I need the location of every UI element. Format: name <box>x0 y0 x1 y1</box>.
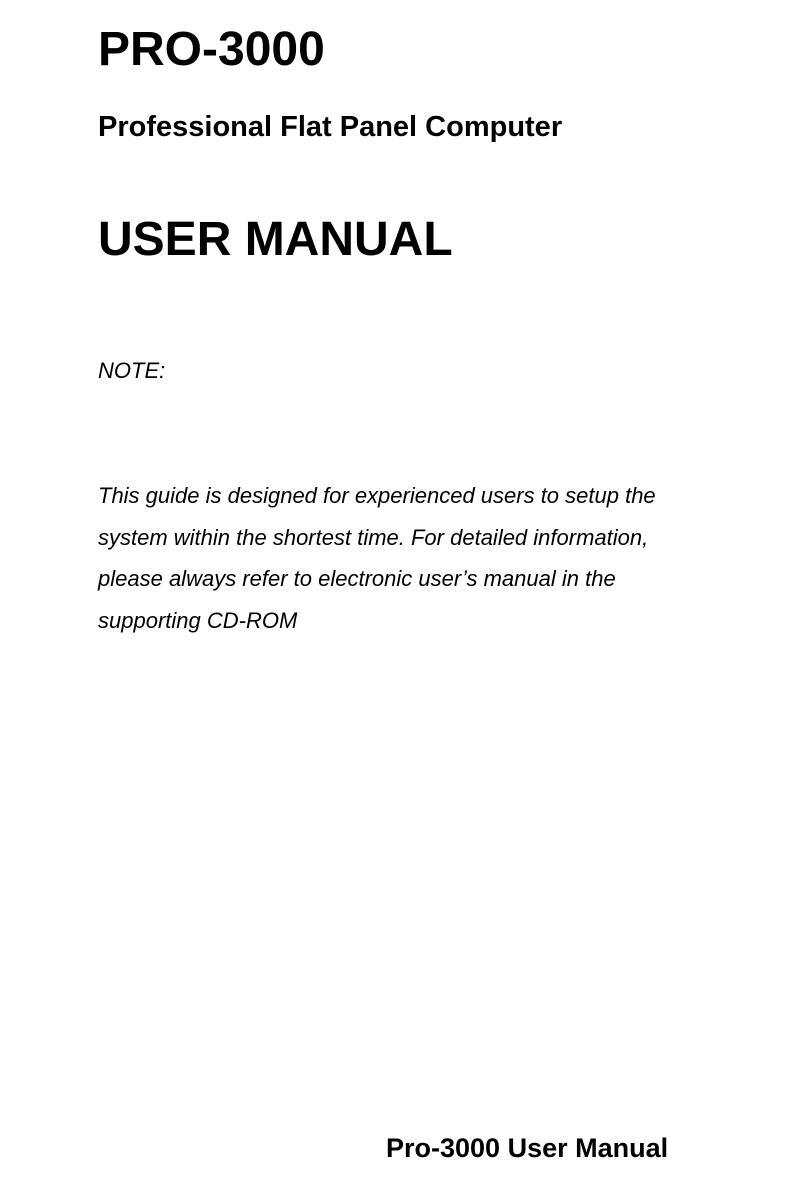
note-line: system within the shortest time. For detailed information, <box>98 524 649 550</box>
note-line: please always refer to electronic user’s manual in the <box>98 566 616 591</box>
product-subtitle: Professional Flat Panel Computer <box>98 111 563 143</box>
note-line: supporting CD-ROM <box>98 607 298 633</box>
model-title: PRO-3000 <box>98 23 325 76</box>
note-label: NOTE: <box>98 358 166 383</box>
document-title: USER MANUAL <box>98 213 453 266</box>
note-body <box>98 479 778 645</box>
note-line: This guide is designed for experienced users to setup the <box>98 483 656 508</box>
page-footer: Pro-3000 User Manual <box>386 1133 669 1163</box>
